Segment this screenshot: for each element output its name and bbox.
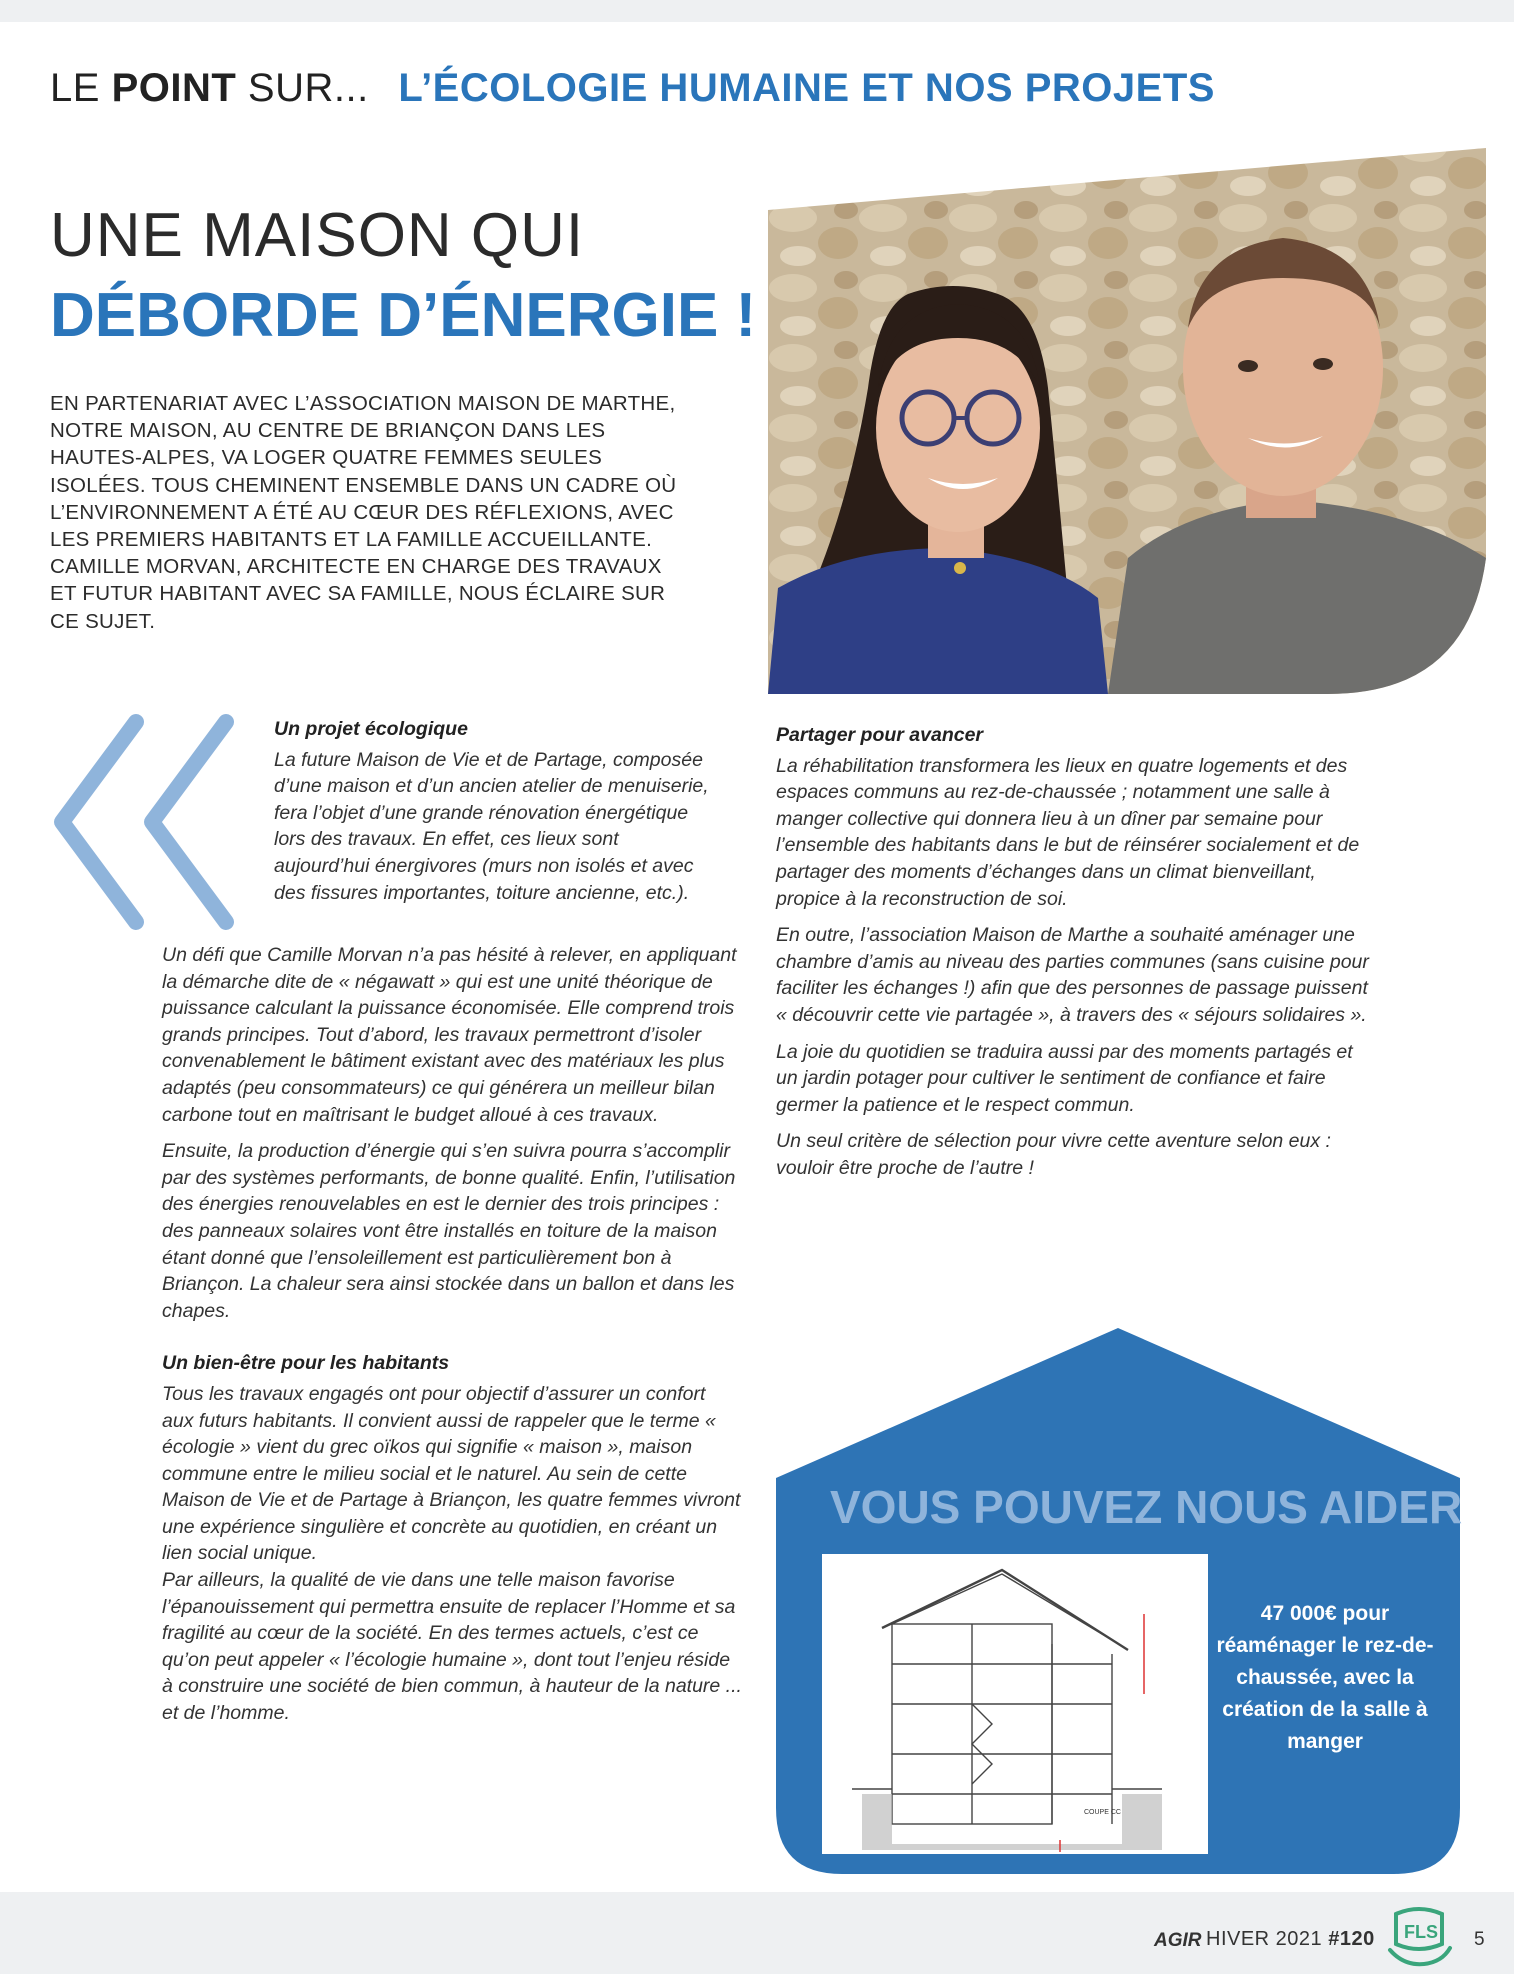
section-heading: Un bien-être pour les habitants: [162, 1352, 450, 1375]
kicker-topic: L’ÉCOLOGIE HUMAINE ET NOS PROJETS: [398, 66, 1215, 110]
help-box-text: 47 000€ pour réaménager le rez-de-chaussée, avec la création de la salle à manger: [1216, 1602, 1434, 1753]
issue-number: #120: [1328, 1928, 1375, 1950]
kicker-bold: POINT: [111, 66, 237, 110]
paragraph: Un défi que Camille Morvan n’a pas hésité à relever, en appliquant la démarche dite de « négawatt » qui est une unité théorique de puissance calculant la puissance économisée. Elle comprend trois grands principes. Tout d’abord, les travaux permettront d’isoler convenablement le bâtiment existant avec des matériaux les plus adaptés (peu consommateurs) ce qui générera un meilleur bilan carbone tout en maîtrisant le budget alloué à ces travaux.: [162, 944, 737, 1126]
article-intro: EN PARTENARIAT AVEC L’ASSOCIATION MAISON DE MARTHE, NOTRE MAISON, AU CENTRE DE BRIANÇON DANS LES HAUTES-ALPES, VA LOGER QUATRE FEMMES SEULES ISOLÉES. TOUS CHEMINENT ENSEMBLE DANS UN CADRE OÙ L’ENVIRONNEMENT A ÉTÉ AU CŒUR DES RÉFLEXIONS, AVEC LES PREMIERS HABITANTS ET LA FAMILLE ACCUEILLANTE. CAMILLE MORVAN, ARCHITECTE EN CHARGE DES TRAVAUX ET FUTUR HABITANT AVEC SA FAMILLE, NOUS ÉCLAIRE SUR CE SUJET.: [50, 392, 677, 633]
paragraph: Par ailleurs, la qualité de vie dans une telle maison favorise l’épanouissement qui permettra ensuite de replacer l’Homme et sa fragilité au cœur de la société. En des termes actuels, c’est ce qu’on peut appeler « l’écologie humaine », dont tout l’enjeu réside à construire une société de bien commun, à hauteur de la nature ... et de l’homme.: [162, 1569, 742, 1725]
paragraph: La future Maison de Vie et de Partage, composée d’une maison et d’un ancien atelier de menuiserie, fera l’objet d’une grande rénovation énergétique lors des travaux. En effet, ces lieux sont aujourd’hui énergivores (murs non isolés et avec des fissures importantes, toiture ancienne, etc.).: [274, 748, 709, 904]
kicker-prefix: LE: [50, 66, 100, 110]
page-footer: [0, 1892, 1514, 1974]
couple-photo: [768, 128, 1486, 694]
kicker-suffix: SUR...: [247, 66, 369, 110]
paragraph: Tous les travaux engagés ont pour objectif d’assurer un confort aux futurs habitants. Il convient aussi de rappeler que le terme « écologie » vient du grec oïkos qui signifie « maison », maison commune entre le milieu social et le naturel. Au sein de cette Maison de Vie et de Partage à Briançon, les quatre femmes vivront une expérience singulière et concrète au quotidien, en créant un lien social unique.: [162, 1382, 741, 1565]
plan-label: COUPE CC: [1084, 1809, 1121, 1816]
paragraph: En outre, l’association Maison de Marthe a souhaité aménager une chambre d’amis au niveau des parties communes (sans cuisine pour faciliter les échanges !) afin que des personnes de passage puissent « découvrir cette vie partagée », à travers des « séjours solidaires ».: [776, 924, 1369, 1026]
paragraph: Un seul critère de sélection pour vivre cette aventure selon eux : vouloir être proche de l’autre !: [776, 1130, 1331, 1179]
section-heading: Un projet écologique: [274, 718, 468, 740]
fls-hand-logo-icon: [1384, 1904, 1454, 1970]
issue-prefix: HIVER 2021: [1206, 1928, 1323, 1950]
issue-info: [1206, 1928, 1375, 1951]
building-section-plan: [822, 1554, 1208, 1854]
paragraph: La réhabilitation transformera les lieux en quatre logements et des espaces communs au rez-de-chaussée ; notamment une salle à manger collective qui donnera lieu à un dîner par semaine pour l’ensemble des habitants dans le but de réinsérer socialement et de partager des moments d’échanges dans un climat bienveillant, propice à la reconstruction de soi.: [776, 754, 1360, 910]
section-ecologique-top: [274, 716, 714, 916]
help-box-title: VOUS POUVEZ NOUS AIDER: [830, 1481, 1463, 1533]
section-heading: Partager pour avancer: [776, 724, 984, 746]
magazine-page: [0, 22, 1514, 1892]
article-title-line2: DÉBORDE D’ÉNERGIE !: [50, 281, 757, 350]
quote-chevrons-icon: [40, 702, 240, 942]
paragraph: La joie du quotidien se traduira aussi par des moments partagés et un jardin potager pour cultiver le sentiment de confiance et faire germer la patience et le respect commun.: [776, 1040, 1353, 1116]
agir-logo: AGIR: [1154, 1930, 1202, 1951]
svg-text:FLS: FLS: [1404, 1922, 1438, 1942]
left-column: [162, 942, 742, 1737]
right-column: [776, 722, 1376, 1192]
page-number: 5: [1474, 1929, 1485, 1950]
paragraph: Ensuite, la production d’énergie qui s’en suivra pourra s’accomplir par des systèmes performants, de bonne qualité. Enfin, l’utilisation des énergies renouvelables en est le dernier des trois principes : des panneaux solaires vont être installés en toiture de la maison étant donné que l’ensoleillement est particulièrement bon à Briançon. La chaleur sera ainsi stockée dans un ballon et dans les chapes.: [162, 1140, 736, 1322]
article-title-line1: UNE MAISON QUI: [50, 201, 585, 270]
section-kicker: [50, 66, 1215, 111]
